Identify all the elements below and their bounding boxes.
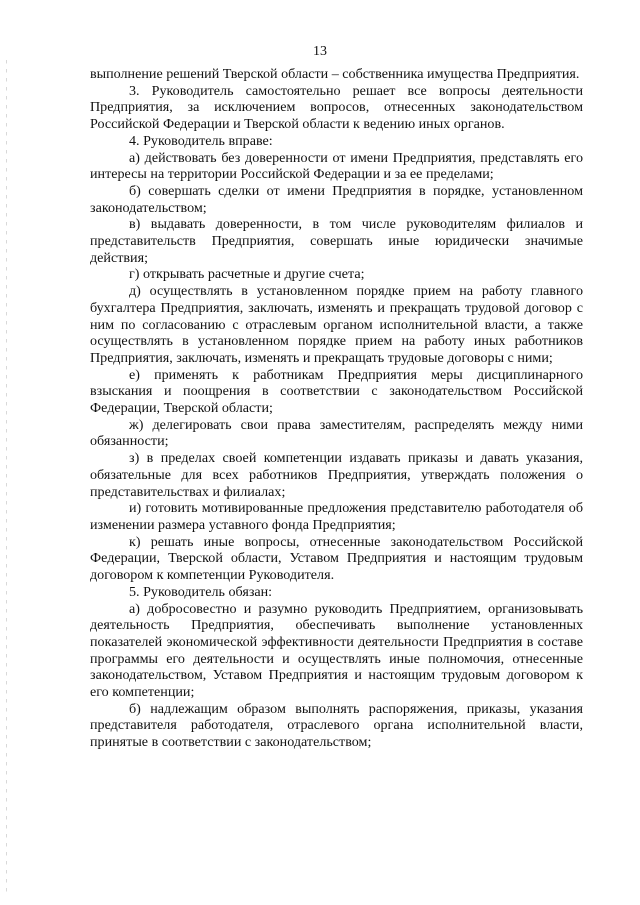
paragraph-item-a: а) действовать без доверенности от имени Предприятия, представлять его интересы на территории Российской Федерации и за ее пределами; bbox=[90, 149, 583, 183]
scan-edge-marks bbox=[6, 60, 7, 895]
paragraph-item-zh: ж) делегировать свои права заместителям, распределять между ними обязанности; bbox=[90, 416, 583, 450]
paragraph-clause-5-heading: 5. Руководитель обязан: bbox=[129, 583, 273, 600]
paragraph-continuation: выполнение решений Тверской области – собственника имущества Предприятия. bbox=[90, 66, 580, 82]
paragraph-clause-3: 3. Руководитель самостоятельно решает все вопросы деятельности Предприятия, за исключением вопросов, отнесенных законодательством Российской Федерации и Тверской области к ведению иных органов. bbox=[90, 82, 583, 133]
paragraph-item-g: г) открывать расчетные и другие счета; bbox=[129, 266, 365, 283]
paragraph-item-b: б) совершать сделки от имени Предприятия в порядке, установленном законодательством; bbox=[90, 182, 583, 216]
paragraph-clause-4-heading: 4. Руководитель вправе: bbox=[129, 132, 273, 149]
paragraph-obligation-b: б) надлежащим образом выполнять распоряжения, приказы, указания представителя работодателя, отраслевого органа исполнительной власти, принятые в соответствии с законодательством; bbox=[90, 700, 583, 751]
paragraph-obligation-a: а) добросовестно и разумно руководить Предприятием, организовывать деятельность Предприятия, обеспечивать выполнение установленных показателей экономической эффективности деятельности Предприятия в составе программы его деятельности и осуществлять иные полномочия, отнесенные законодательством, Уставом Предприятия и настоящим трудовым договором к его компетенции; bbox=[90, 600, 583, 701]
document-body bbox=[90, 66, 583, 751]
paragraph-item-k: к) решать иные вопросы, отнесенные законодательством Российской Федерации, Тверской области, Уставом Предприятия и настоящим трудовым договором к компетенции Руководителя. bbox=[90, 533, 583, 584]
paragraph-item-e: е) применять к работникам Предприятия меры дисциплинарного взыскания и поощрения в соответствии с законодательством Российской Федерации, Тверской области; bbox=[90, 366, 583, 417]
paragraph-item-z: з) в пределах своей компетенции издавать приказы и давать указания, обязательные для всех работников Предприятия, утверждать положения о представительствах и филиалах; bbox=[90, 450, 583, 500]
paragraph-item-i: и) готовить мотивированные предложения представителю работодателя об изменении размера уставного фонда Предприятия; bbox=[90, 500, 583, 533]
page-number: 13 bbox=[313, 44, 327, 59]
paragraph-item-v: в) выдавать доверенности, в том числе руководителям филиалов и представительств Предприятия, совершать иные юридически значимые действия; bbox=[90, 216, 583, 266]
paragraph-item-d: д) осуществлять в установленном порядке прием на работу главного бухгалтера Предприятия, заключать, изменять и прекращать трудовой договор с ним по согласованию с отраслевым органом исполнительной власти, а также осуществлять в установленном порядке прием на работу иных работников Предприятия, заключать, изменять и прекращать трудовые договоры с ними; bbox=[90, 283, 583, 366]
